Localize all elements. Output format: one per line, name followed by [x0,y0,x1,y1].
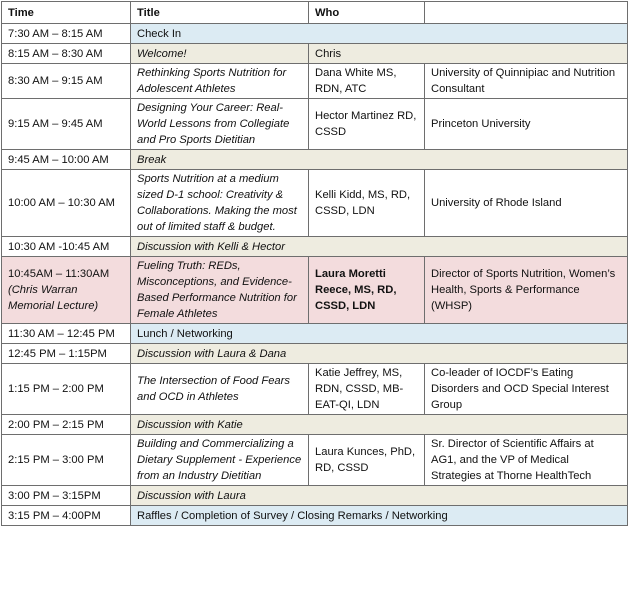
title-cell: Raffles / Completion of Survey / Closing Remarks / Networking [131,506,628,526]
time-cell: 3:00 PM – 3:15PM [2,486,131,506]
who-cell: Kelli Kidd, MS, RD, CSSD, LDN [309,170,425,237]
agenda-row-break [2,150,628,170]
time-cell: 9:15 AM – 9:45 AM [2,99,131,150]
org-cell: Director of Sports Nutrition, Women’s Health, Sports & Performance (WHSP) [425,257,628,324]
time-cell: 9:45 AM – 10:00 AM [2,150,131,170]
title-cell: Sports Nutrition at a medium sized D-1 school: Creativity & Collaborations. Making the most out of limited staff & budget. [131,170,309,237]
time-cell: 2:00 PM – 2:15 PM [2,415,131,435]
time-cell: 3:15 PM – 4:00PM [2,506,131,526]
header-who: Who [309,2,425,24]
agenda-row-closing [2,506,628,526]
time-cell: 10:00 AM – 10:30 AM [2,170,131,237]
title-cell: Rethinking Sports Nutrition for Adolescent Athletes [131,64,309,99]
org-cell: University of Quinnipiac and Nutrition Consultant [425,64,628,99]
title-cell: Check In [131,24,628,44]
title-cell: Discussion with Laura & Dana [131,344,628,364]
time-cell: 8:15 AM – 8:30 AM [2,44,131,64]
who-cell: Laura Kunces, PhD, RD, CSSD [309,435,425,486]
agenda-row-check-in [2,24,628,44]
agenda-row-lunch [2,324,628,344]
org-cell: Co-leader of IOCDF’s Eating Disorders and OCD Special Interest Group [425,364,628,415]
lecture-note: (Chris Warran Memorial Lecture) [8,284,99,312]
agenda-row-welcome [2,44,628,64]
title-cell: Building and Commercializing a Dietary Supplement - Experience from an Industry Dietitian [131,435,309,486]
title-cell: Designing Your Career: Real-World Lessons from Collegiate and Pro Sports Dietitian [131,99,309,150]
org-cell: Princeton University [425,99,628,150]
time-cell: 10:30 AM -10:45 AM [2,237,131,257]
org-cell: Sr. Director of Scientific Affairs at AG1, and the VP of Medical Strategies at Thorne HealthTech [425,435,628,486]
agenda-table [1,1,628,526]
time-cell: 12:45 PM – 1:15PM [2,344,131,364]
org-cell: University of Rhode Island [425,170,628,237]
agenda-row-session [2,364,628,415]
header-time: Time [2,2,131,24]
title-cell: Discussion with Laura [131,486,628,506]
who-cell: Dana White MS, RDN, ATC [309,64,425,99]
title-cell: Lunch / Networking [131,324,628,344]
agenda-row-session [2,170,628,237]
title-cell: Fueling Truth: REDs, Misconceptions, and Evidence-Based Performance Nutrition for Female Athletes [131,257,309,324]
agenda-row-session [2,435,628,486]
agenda-row-session [2,64,628,99]
agenda-row-memorial-lecture [2,257,628,324]
agenda-row-discussion [2,344,628,364]
who-cell: Katie Jeffrey, MS, RDN, CSSD, MB-EAT-QI, LDN [309,364,425,415]
time-cell: 1:15 PM – 2:00 PM [2,364,131,415]
agenda-row-discussion [2,415,628,435]
agenda-row-session [2,99,628,150]
who-cell: Laura Moretti Reece, MS, RD, CSSD, LDN [309,257,425,324]
title-cell: Break [131,150,628,170]
header-title: Title [131,2,309,24]
title-cell: Welcome! [131,44,309,64]
header-org [425,2,628,24]
header-row [2,2,628,24]
time-cell: 8:30 AM – 9:15 AM [2,64,131,99]
time-text: 10:45AM – 11:30AM [8,268,110,280]
time-cell [2,257,131,324]
time-cell: 11:30 AM – 12:45 PM [2,324,131,344]
who-cell: Chris [309,44,628,64]
title-cell: The Intersection of Food Fears and OCD in Athletes [131,364,309,415]
time-cell: 2:15 PM – 3:00 PM [2,435,131,486]
title-cell: Discussion with Kelli & Hector [131,237,628,257]
who-cell: Hector Martinez RD, CSSD [309,99,425,150]
agenda-row-discussion [2,237,628,257]
time-cell: 7:30 AM – 8:15 AM [2,24,131,44]
title-cell: Discussion with Katie [131,415,628,435]
agenda-row-discussion [2,486,628,506]
